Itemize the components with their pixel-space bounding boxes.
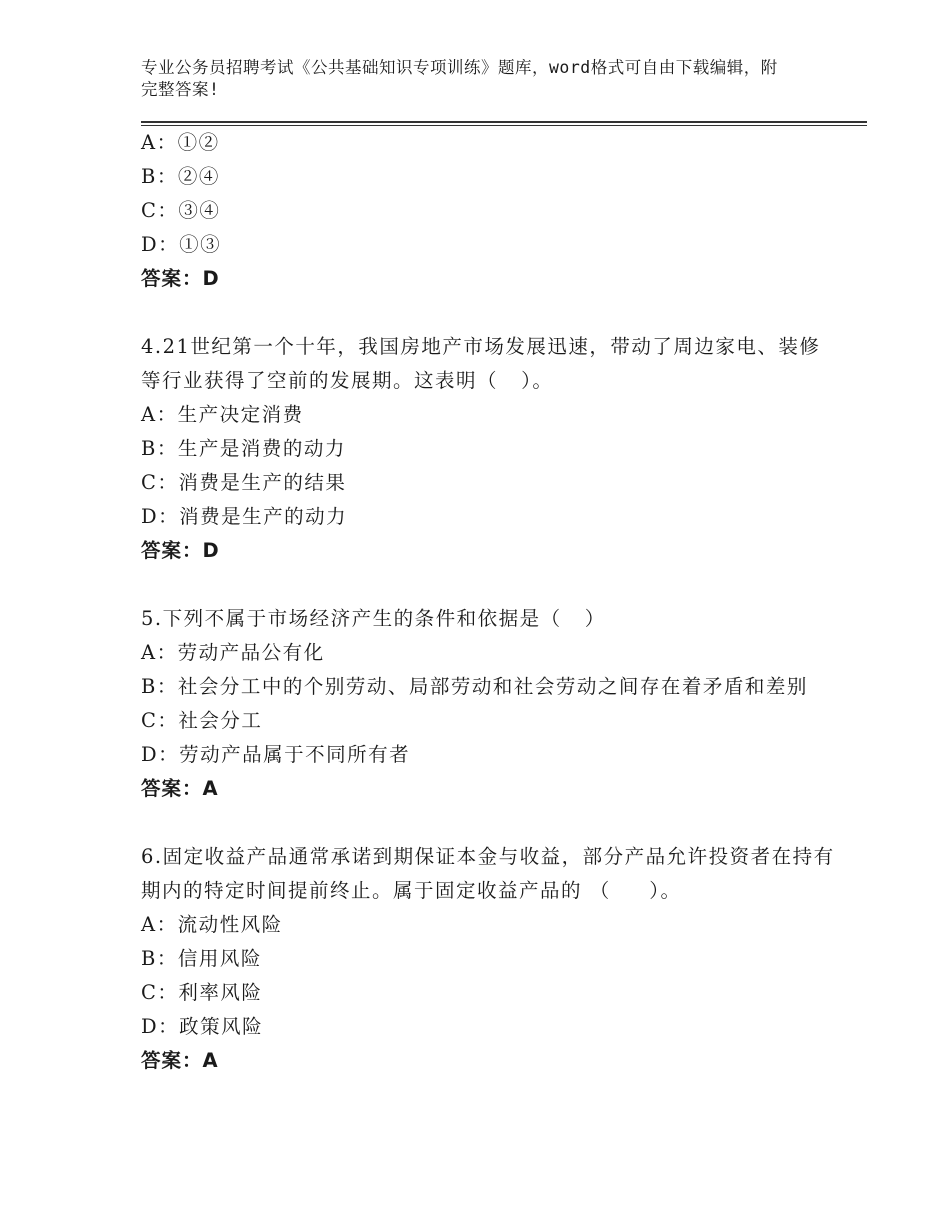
option-b: B：生产是消费的动力 bbox=[141, 437, 346, 460]
option-a: A：流动性风险 bbox=[141, 913, 283, 936]
option-b: B：社会分工中的个别劳动、局部劳动和社会劳动之间存在着矛盾和差别 bbox=[141, 675, 808, 698]
question-content bbox=[141, 126, 841, 1078]
question-5 bbox=[141, 602, 841, 806]
option-b: B：②④ bbox=[141, 165, 220, 188]
option-d: D：政策风险 bbox=[141, 1015, 264, 1038]
option-c: C：③④ bbox=[141, 199, 221, 222]
option-a: A：劳动产品公有化 bbox=[141, 641, 325, 664]
question-stem: 5.下列不属于市场经济产生的条件和依据是（ ） bbox=[141, 607, 606, 630]
option-c: C：消费是生产的结果 bbox=[141, 471, 347, 494]
question-stem: 4.21世纪第一个十年，我国房地产市场发展迅速，带动了周边家电、装修等行业获得了空前的发展期。这表明（ ）。 bbox=[141, 335, 821, 392]
prev-question bbox=[141, 126, 841, 296]
question-stem: 6.固定收益产品通常承诺到期保证本金与收益，部分产品允许投资者在持有期内的特定时间提前终止。属于固定收益产品的 （ ）。 bbox=[141, 845, 835, 902]
question-6 bbox=[141, 840, 841, 1078]
option-a: A：生产决定消费 bbox=[141, 403, 304, 426]
option-d: D：①③ bbox=[141, 233, 222, 256]
option-c: C：社会分工 bbox=[141, 709, 263, 732]
question-4 bbox=[141, 330, 841, 568]
answer-label: 答案：D bbox=[141, 539, 220, 562]
answer-label: 答案：D bbox=[141, 267, 220, 290]
option-b: B：信用风险 bbox=[141, 947, 262, 970]
option-a: A：①② bbox=[141, 131, 220, 154]
option-d: D：消费是生产的动力 bbox=[141, 505, 348, 528]
page-header: 专业公务员招聘考试《公共基础知识专项训练》题库，word格式可自由下载编辑，附完整答案! bbox=[141, 58, 778, 99]
answer-label: 答案：A bbox=[141, 1049, 219, 1072]
header-rule-thick bbox=[141, 121, 867, 123]
option-c: C：利率风险 bbox=[141, 981, 263, 1004]
answer-label: 答案：A bbox=[141, 777, 219, 800]
option-d: D：劳动产品属于不同所有者 bbox=[141, 743, 411, 766]
